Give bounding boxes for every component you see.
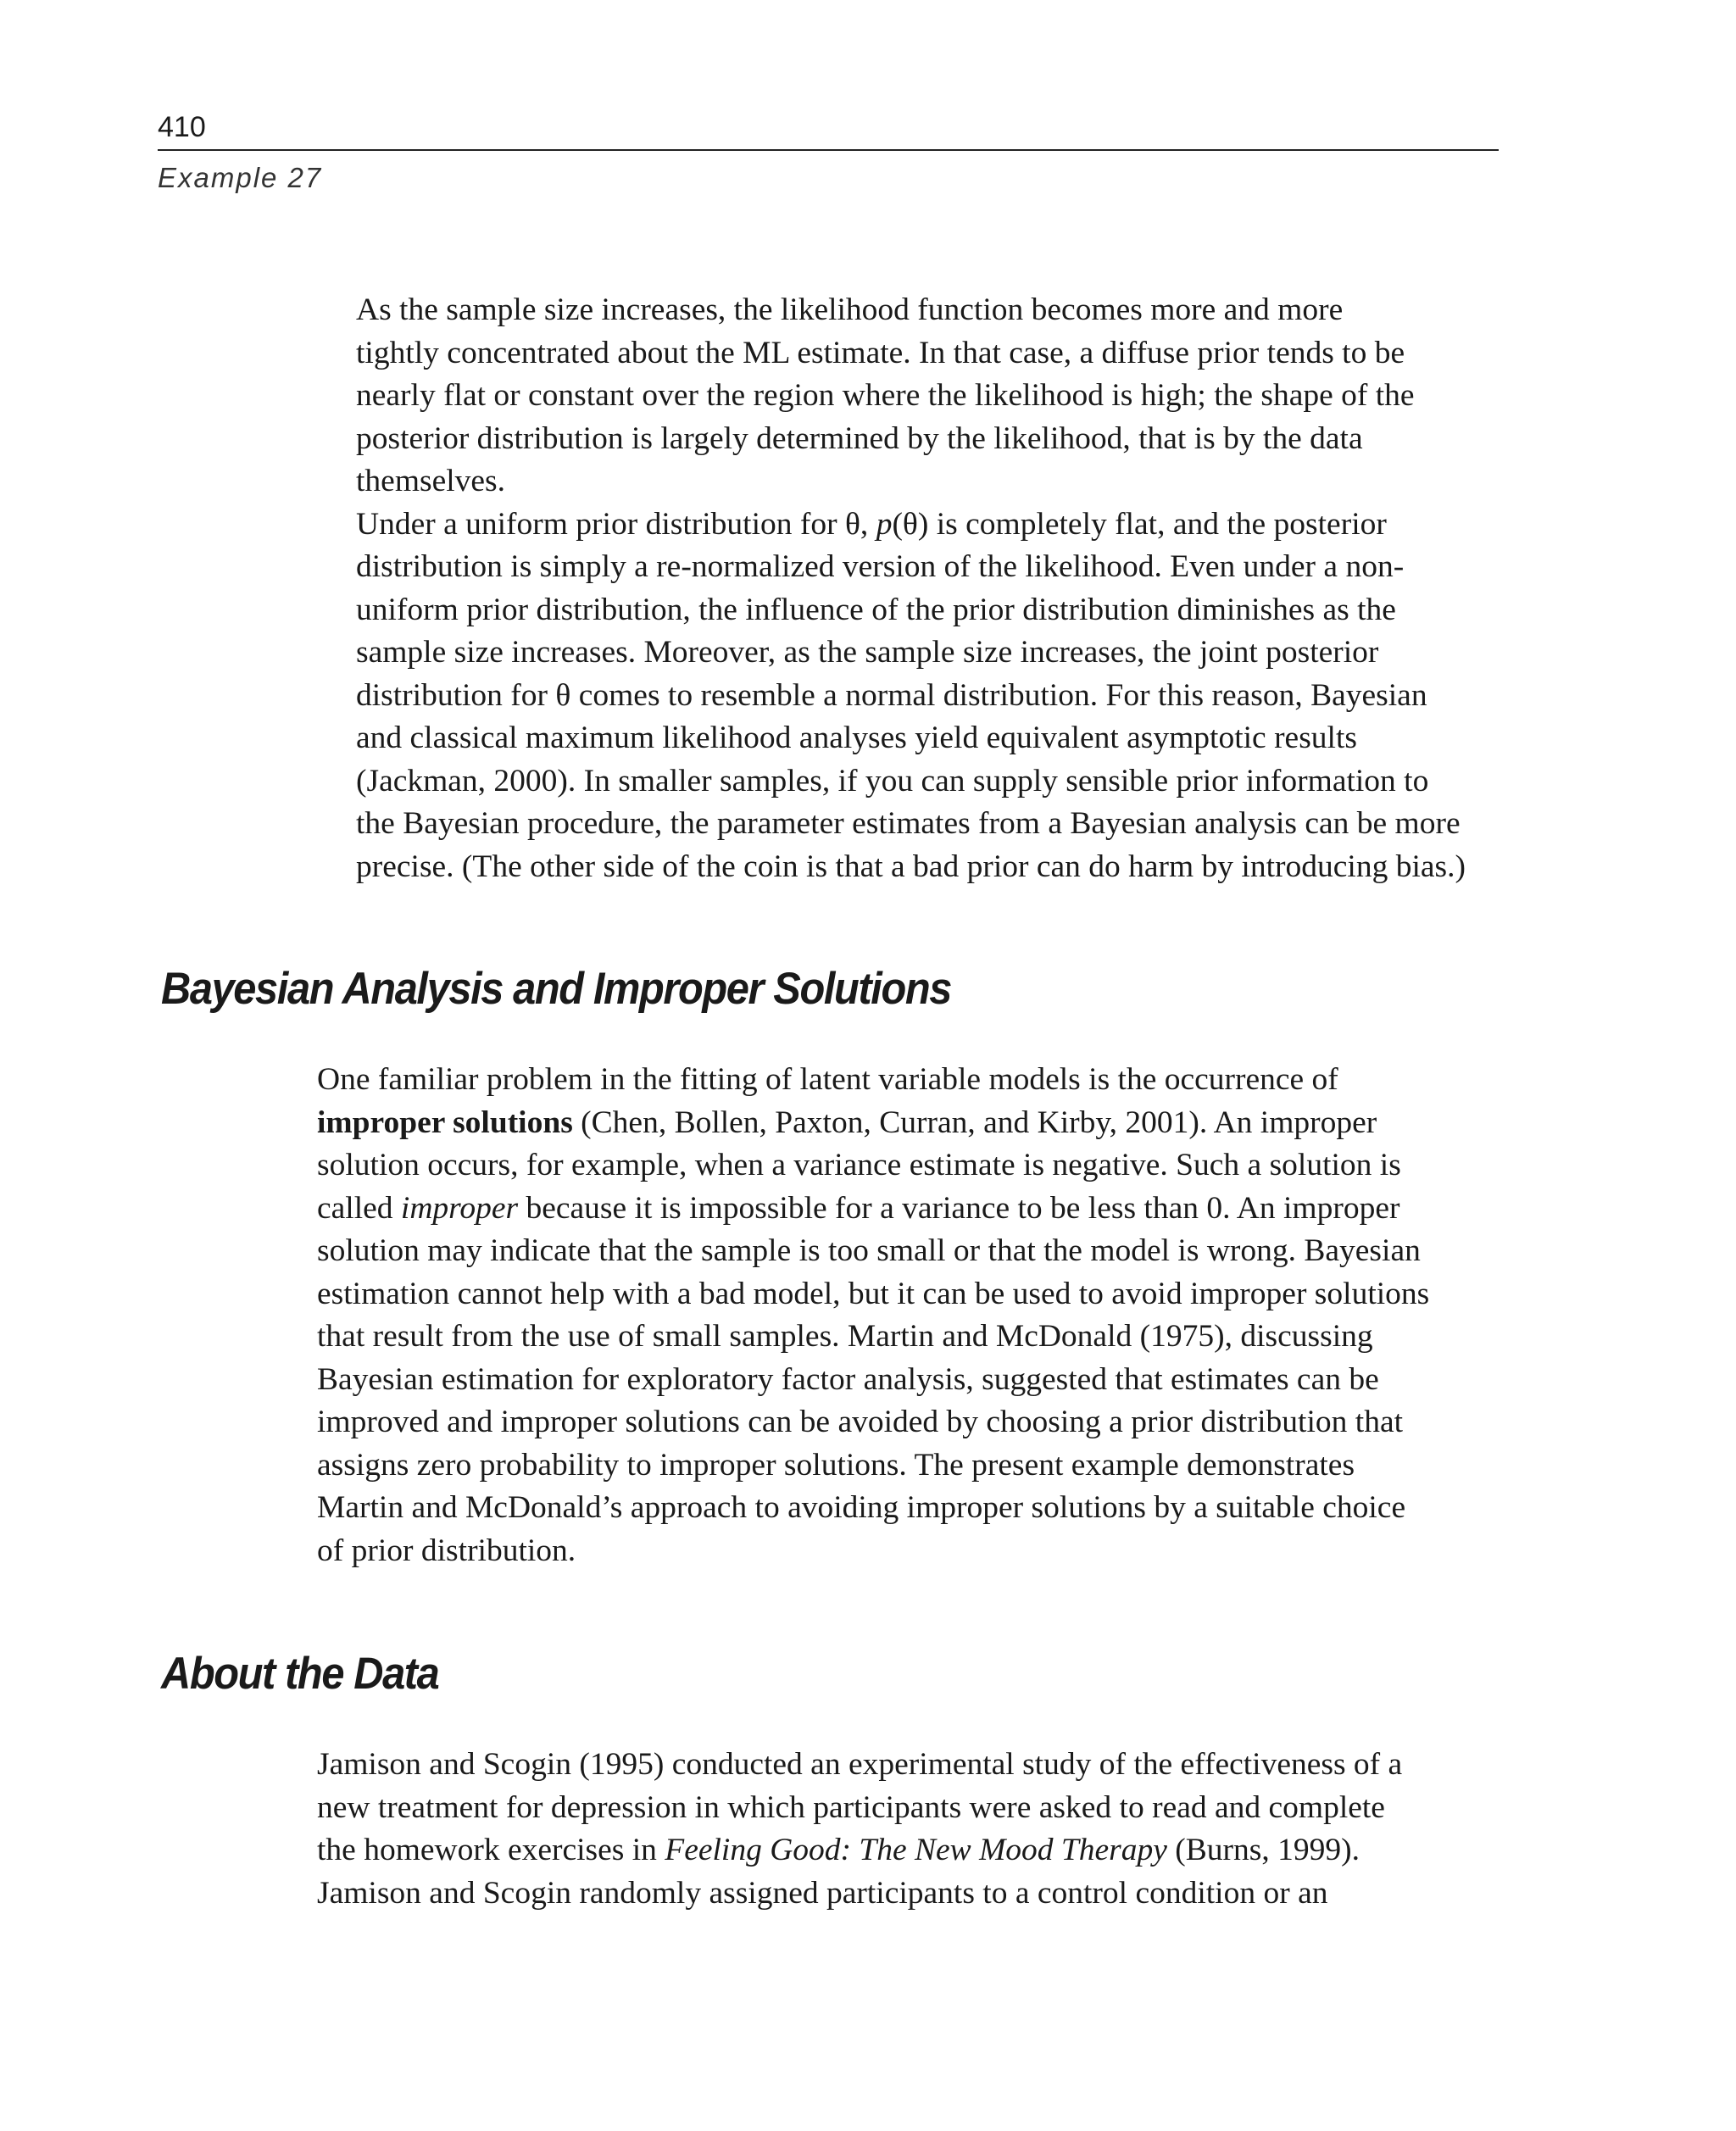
text-line: solution may indicate that the sample is too small or that the model is wrong. Bayesian [317, 1233, 1421, 1268]
text-line: Jamison and Scogin (1995) conducted an experimental study of the effectiveness of a [317, 1747, 1403, 1782]
text-line: of prior distribution. [317, 1533, 576, 1568]
header-rule [158, 149, 1499, 151]
text-line: Bayesian estimation for exploratory factor analysis, suggested that estimates can be [317, 1361, 1379, 1397]
text-segment: Under a uniform prior distribution for θ, [356, 506, 876, 542]
text-segment: called [317, 1190, 401, 1226]
intro-paragraph-1 [317, 289, 1499, 504]
text-segment: (θ) is completely flat, and the posterior [892, 506, 1387, 542]
text-line: estimation cannot help with a bad model, but it can be used to avoid improper solutions [317, 1276, 1430, 1311]
section-2-text [317, 1744, 1499, 1915]
text-line: tightly concentrated about the ML estimate. In that case, a diffuse prior tends to be [356, 335, 1405, 370]
text-line: precise. (The other side of the coin is that a bad prior can do harm by introducing bias.) [356, 849, 1466, 884]
text-segment: because it is impossible for a variance to be less than 0. An improper [518, 1190, 1400, 1226]
text-line: nearly flat or constant over the region where the likelihood is high; the shape of the [356, 378, 1415, 413]
text-line: One familiar problem in the fitting of latent variable models is the occurrence of [317, 1062, 1338, 1097]
text-line: the Bayesian procedure, the parameter estimates from a Bayesian analysis can be more [356, 806, 1461, 841]
text-line: sample size increases. Moreover, as the sample size increases, the joint posterior [356, 635, 1379, 670]
text-line: As the sample size increases, the likelihood function becomes more and more [356, 292, 1344, 327]
section-heading-bayesian: Bayesian Analysis and Improper Solutions [161, 964, 952, 1014]
section-1-text [317, 1059, 1499, 1572]
text-segment: the homework exercises in [317, 1833, 665, 1867]
page-number: 410 [158, 111, 206, 143]
running-head: Example 27 [158, 162, 323, 193]
text-line: distribution for θ comes to resemble a normal distribution. For this reason, Bayesian [356, 677, 1427, 713]
section-1-paragraph [317, 1059, 1499, 1572]
intro-text [317, 289, 1499, 888]
text-line: new treatment for depression in which participants were asked to read and complete [317, 1789, 1385, 1825]
text-line: improved and improper solutions can be avoided by choosing a prior distribution that [317, 1405, 1404, 1439]
text-line: that result from the use of small samples. Martin and McDonald (1975), discussing [317, 1319, 1373, 1354]
text-line: distribution is simply a re-normalized version of the likelihood. Even under a non- [356, 549, 1405, 584]
text-line: Martin and McDonald’s approach to avoiding improper solutions by a suitable choice [317, 1490, 1406, 1525]
text-line: solution occurs, for example, when a variance estimate is negative. Such a solution is [317, 1148, 1401, 1182]
text-line [317, 504, 1499, 547]
italic-term: improper [400, 1190, 519, 1226]
text-line: uniform prior distribution, the influence of the prior distribution diminishes as the [356, 592, 1396, 627]
text-line: Jamison and Scogin randomly assigned participants to a control condition or an [317, 1875, 1328, 1911]
bold-term: improper solutions [317, 1104, 573, 1140]
text-line: (Jackman, 2000). In smaller samples, if you can supply sensible prior information to [356, 763, 1429, 798]
book-title: Feeling Good: The New Mood Therapy [665, 1833, 1167, 1867]
text-line [317, 1102, 1499, 1145]
section-heading-about-data: About the Data [161, 1649, 439, 1699]
text-line: and classical maximum likelihood analyses yield equivalent asymptotic results [356, 721, 1357, 755]
text-line: posterior distribution is largely determined by the likelihood, that is by the data [356, 420, 1363, 456]
section-2-paragraph [317, 1744, 1499, 1915]
text-segment: (Burns, 1999). [1166, 1833, 1360, 1867]
text-line [317, 1188, 1499, 1231]
text-line: themselves. [356, 464, 506, 498]
intro-paragraph-2 [317, 504, 1499, 889]
text-segment: (Chen, Bollen, Paxton, Curran, and Kirby, 2001). An improper [572, 1104, 1377, 1140]
italic-term: p [876, 506, 893, 542]
text-line [317, 1829, 1499, 1872]
text-line: assigns zero probability to improper solutions. The present example demonstrates [317, 1447, 1355, 1483]
